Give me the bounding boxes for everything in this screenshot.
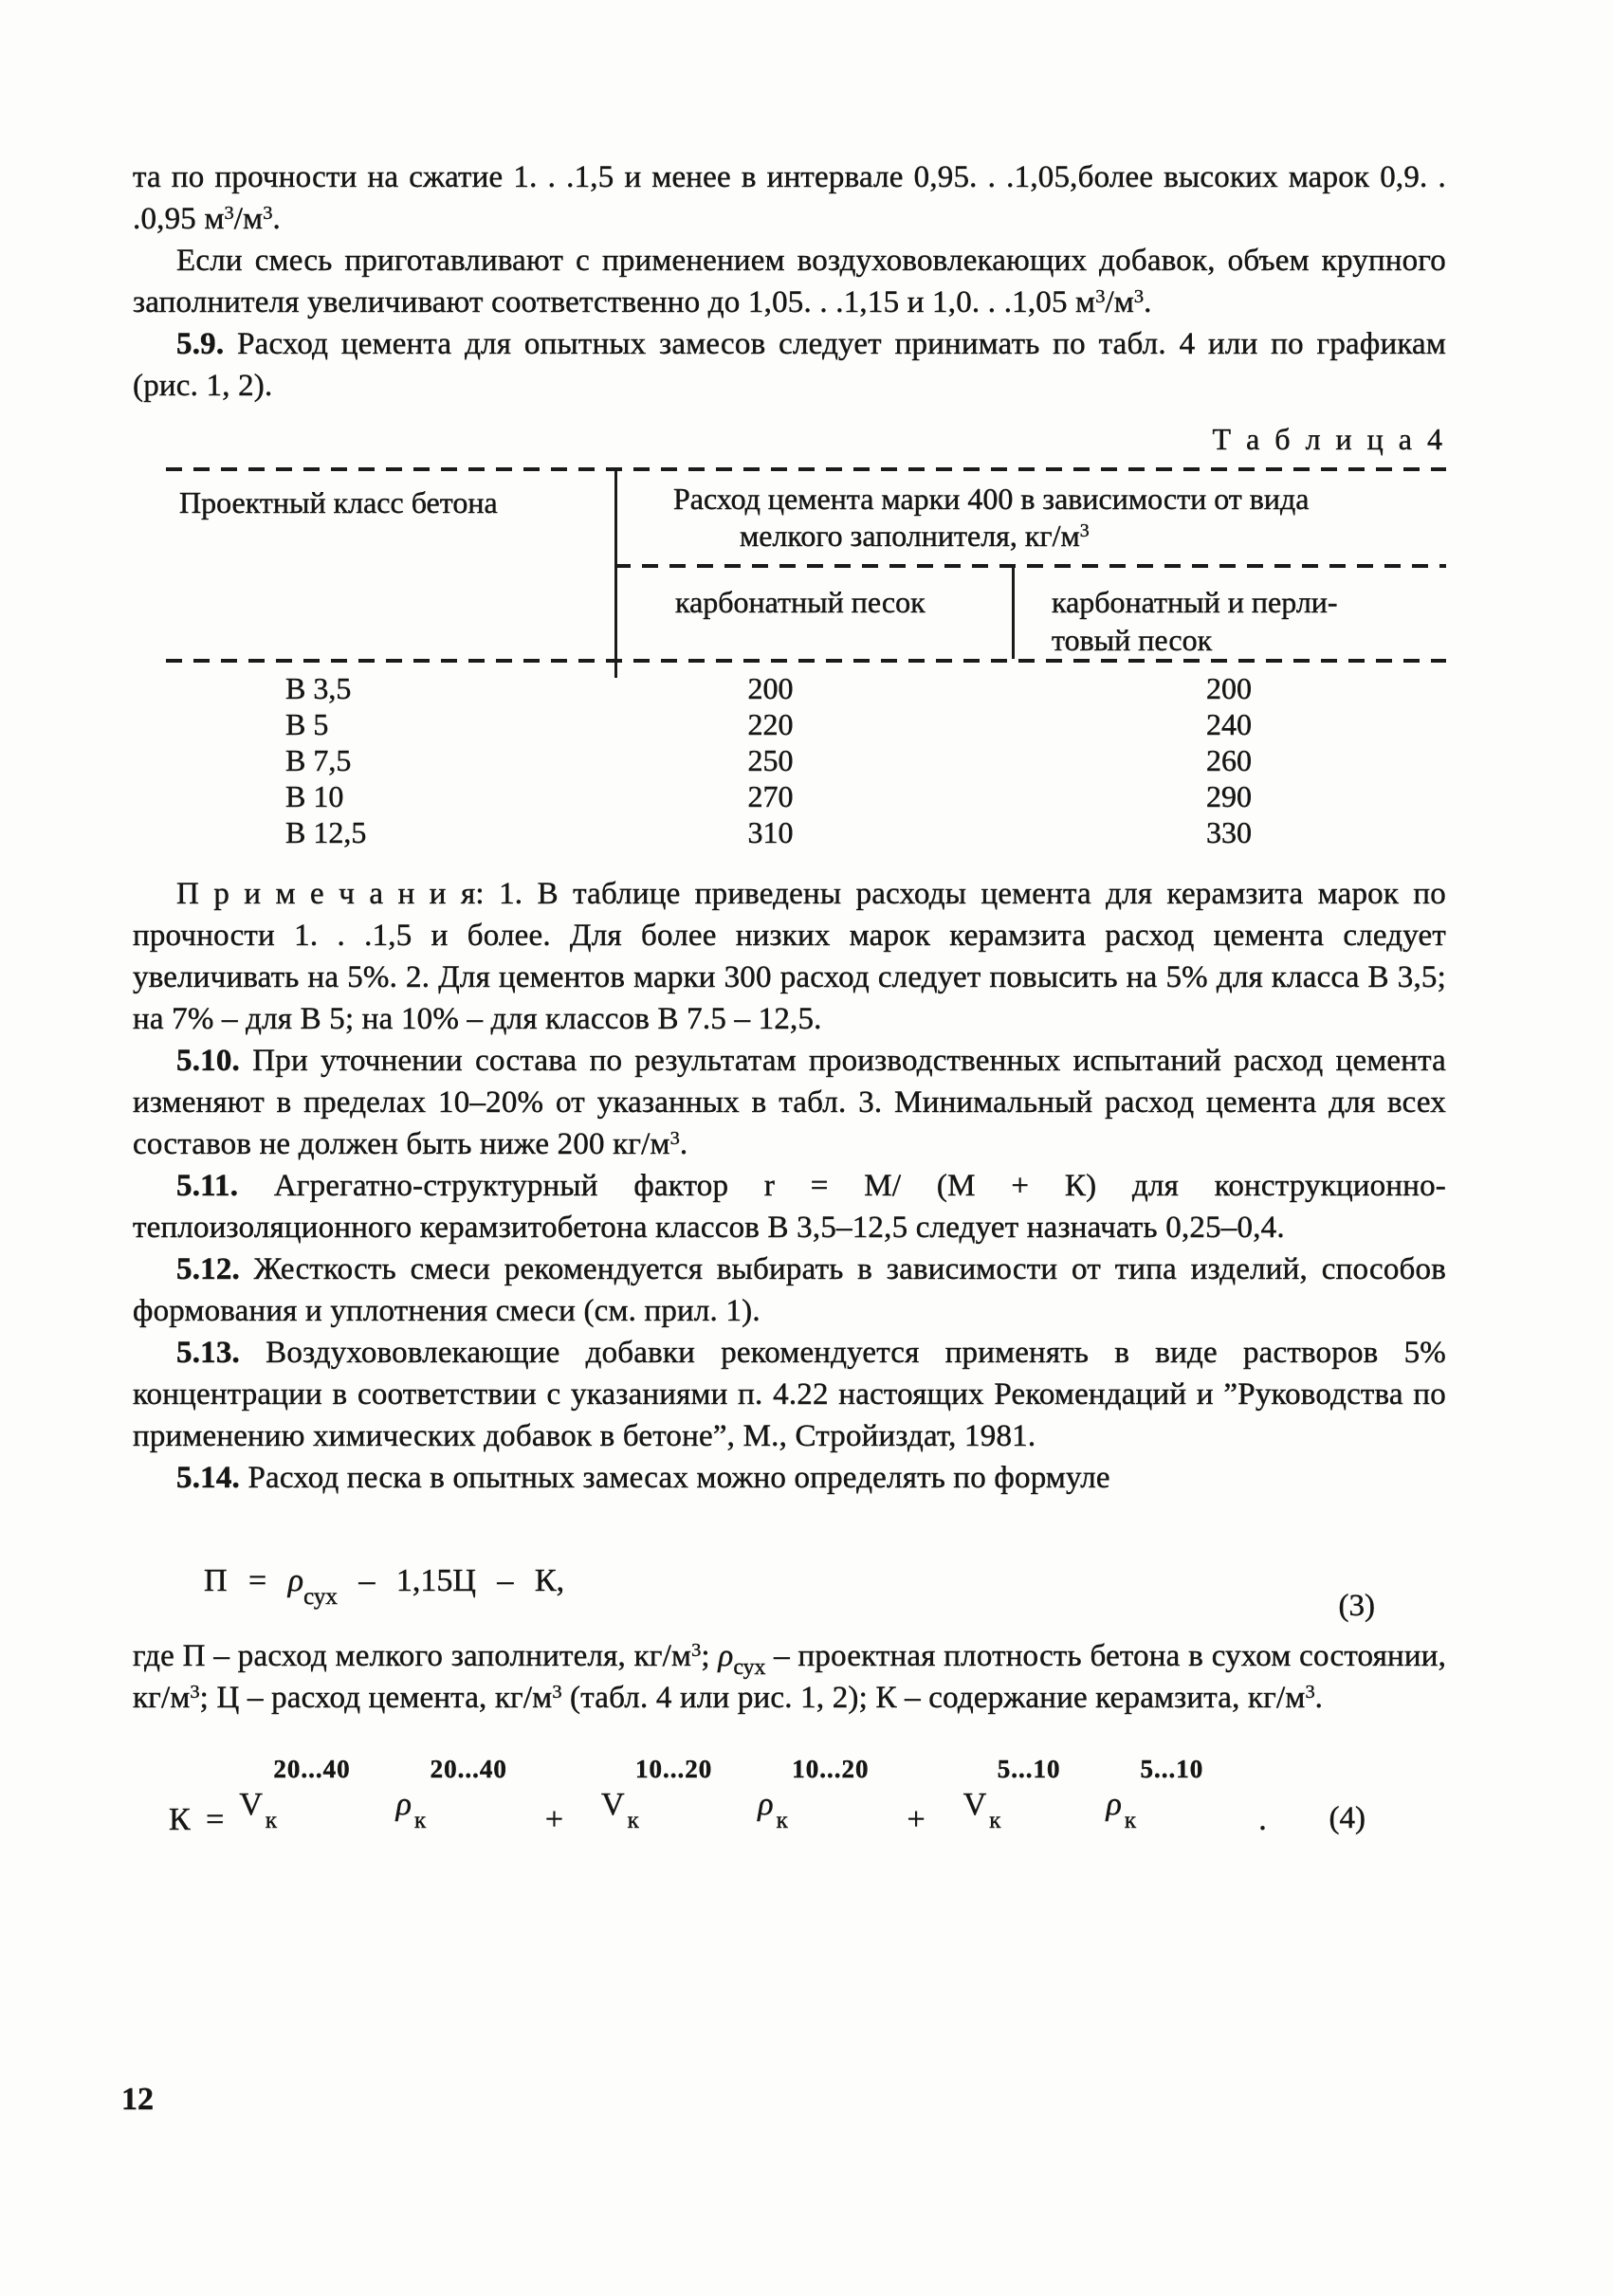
cell-value-1: 250 — [747, 743, 794, 777]
formula-4-number: (4) — [1329, 1801, 1366, 1835]
paragraph-air-entraining: Если смесь приготавливают с применением воздухововлекающих добавок, объем крупного заполнителя увеличивают соответственно до 1,05. . .1,15 и 1,0. . .1,05 $м^3/м^3$. — [133, 244, 1446, 319]
table-row — [166, 742, 1446, 778]
formula-4 — [169, 1757, 1446, 1840]
table-row — [166, 670, 1446, 706]
table-caption: Т а б л и ц а 4 — [1212, 422, 1446, 456]
cell-value-2: 260 — [1206, 743, 1252, 777]
paragraph-continuation: та по прочности на сжатие 1. . .1,5 и менее в интервале 0,95. . .1,05,более высоких марок 0,9. . .0,95 $м^3/м^3$. — [133, 160, 1446, 236]
cell-value-1: 220 — [747, 707, 794, 741]
paragraph-5-14: 5.14. Расход песка в опытных замесах можно определять по формуле — [176, 1461, 1110, 1495]
formula-3 — [204, 1559, 1446, 1623]
paragraph-5-10: 5.10. При уточнении состава по результатам производственных испытаний расход цемента изменяют в пределах 10–20% от указанных в табл. 3. Минимальный расход цемента для всех составов не должен быть ниже 200 $кг/м^3$. — [133, 1044, 1446, 1161]
table-subheader-carbonate: карбонатный песок — [675, 585, 926, 619]
formula-term: 20...40 V $_к$ — [239, 1755, 351, 1833]
paragraph-5-9: 5.9. Расход цемента для опытных замесов следует принимать по табл. 4 или по графикам (рис. 1, 2). — [133, 327, 1446, 403]
cell-value-1: 310 — [747, 815, 794, 849]
table-4 — [166, 467, 1446, 858]
table-header-cement-line2: мелкого заполнителя, $кг/м^3$ — [740, 519, 1090, 553]
plus-operator: + — [544, 1802, 564, 1837]
cell-value-1: 270 — [747, 779, 794, 813]
formula-term: 5...10 V $_к$ — [962, 1755, 1061, 1833]
table-row — [166, 778, 1446, 814]
formula-3-expression: $П = \rho_{сух} - 1,15Ц - К$, — [204, 1563, 565, 1610]
formula-term: 10...20 V $_к$ — [601, 1755, 713, 1833]
table-body — [166, 663, 1446, 858]
cell-class: В 10 — [285, 779, 344, 813]
table-row — [166, 814, 1446, 850]
table-subheader-carbonate-perlite: карбонатный и перли- товый песок — [1052, 585, 1338, 657]
table-vertical-divider — [614, 467, 617, 678]
formula-term: 5...10 ρ $_к$ — [1106, 1755, 1204, 1833]
formula-4-period: . — [1258, 1802, 1267, 1837]
cell-value-2: 200 — [1206, 671, 1252, 705]
cell-value-2: 290 — [1206, 779, 1252, 813]
paragraph-5-13: 5.13. Воздухововлекающие добавки рекомендуется применять в виде растворов 5% концентрации в соответствии с указаниями п. 4.22 настоящих Рекомендаций и ”Руководства по применению химических добавок в бетоне”, М., Стройиздат, 1981. — [133, 1336, 1446, 1453]
table-subheader-row — [614, 568, 1446, 659]
cell-value-2: 330 — [1206, 815, 1252, 849]
table-header-class: Проектный класс бетона — [179, 485, 498, 519]
cell-class: В 5 — [285, 707, 329, 741]
formula-term: 10...20 ρ $_к$ — [758, 1755, 870, 1833]
table-subcolumn-divider — [1012, 566, 1015, 659]
table-header-cement-line1: Расход цемента марки 400 в зависимости от вида — [673, 482, 1310, 516]
paragraph-5-11: 5.11. Агрегатно-структурный фактор r = М/ (М + К) для конструкционно-теплоизоляционного керамзитобетона классов В 3,5–12,5 следует назначать 0,25–0,4. — [133, 1169, 1446, 1245]
paragraph-notes: П р и м е ч а н и я: 1. В таблице приведены расходы цемента для керамзита марок по прочности 1. . .1,5 и более. Для более низких марок керамзита расход цемента следует увеличивать на 5%. 2. Для цементов марки 300 расход следует повысить на 5% для класса В 3,5; на 7% – для В 5; на 10% – для классов В 7.5 – 12,5. — [133, 877, 1446, 1036]
formula-term: 20...40 ρ $_к$ — [395, 1755, 507, 1833]
table-header-cement — [614, 471, 1446, 659]
cell-class: В 12,5 — [285, 815, 367, 849]
cell-class: В 7,5 — [285, 743, 352, 777]
cell-class: В 3,5 — [285, 671, 352, 705]
table-row — [166, 706, 1446, 742]
formula-4-expression — [169, 1757, 1446, 1840]
page-number: 12 — [121, 2082, 154, 2117]
plus-operator: + — [907, 1802, 926, 1837]
formula-4-lhs: К = — [169, 1802, 225, 1837]
formula-3-number: (3) — [1338, 1589, 1375, 1623]
cell-value-2: 240 — [1206, 707, 1252, 741]
table-header — [166, 471, 1446, 659]
paragraph-where: где П – расход мелкого заполнителя, $кг/м^3$; $\rho_{сух}$ – проектная плотность бетона в сухом состоянии, $кг/м^3$; Ц – расход цемента, $кг/м^3$ (табл. 4 или рис. 1, 2); К – содержание керамзита, $кг/м^3$. — [133, 1639, 1447, 1715]
paragraph-5-12: 5.12. Жесткость смеси рекомендуется выбирать в зависимости от типа изделий, способов формования и уплотнения смеси (см. прил. 1). — [133, 1252, 1446, 1328]
cell-value-1: 200 — [747, 671, 794, 705]
